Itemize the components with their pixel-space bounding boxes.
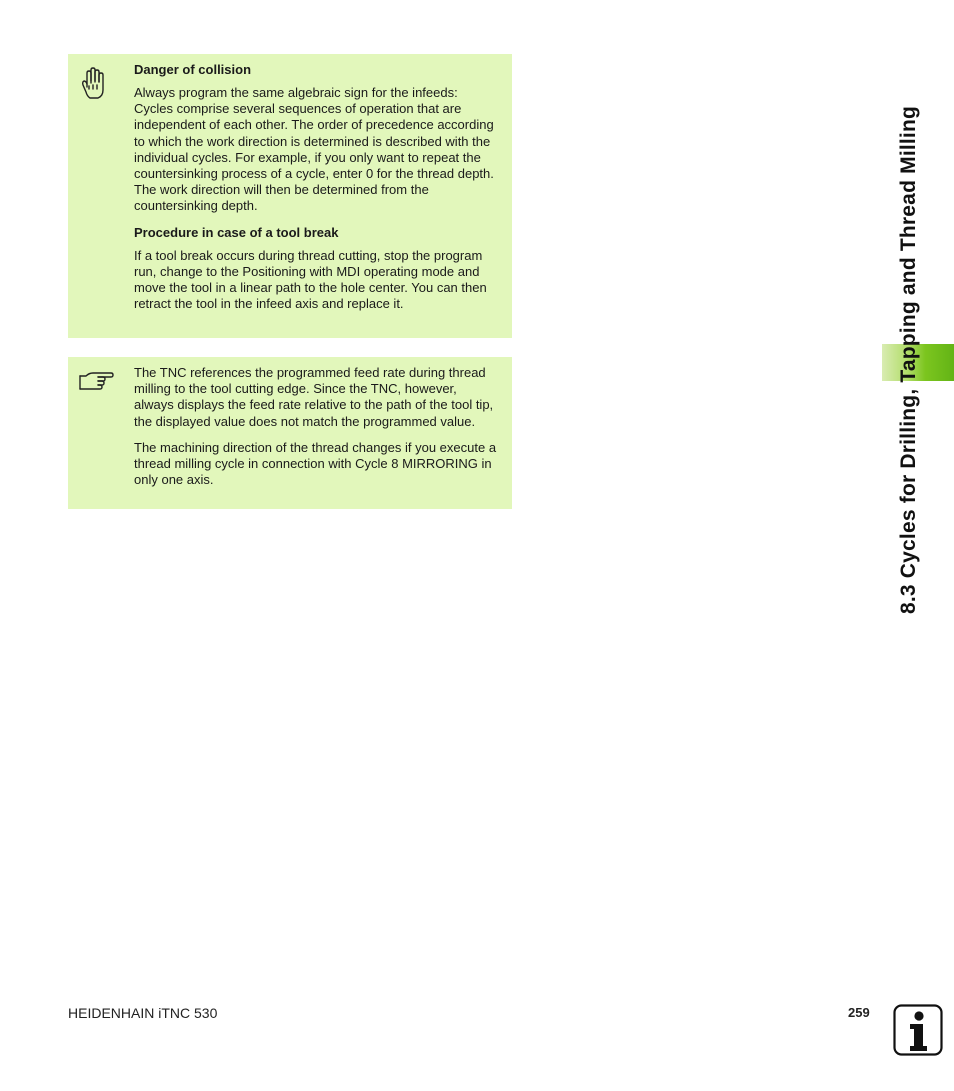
tool-break-heading: Procedure in case of a tool break	[134, 224, 339, 240]
feed-rate-note-box	[68, 357, 512, 509]
collision-warning-box	[68, 54, 512, 338]
page-number: 259	[848, 1005, 870, 1020]
feed-rate-text: The TNC references the programmed feed rate during thread milling to the tool cutting edge. Since the TNC, however, always displays the feed rate relative to the path of the tool tip, the displayed value does not match the programmed value.	[134, 365, 494, 429]
footer-product: HEIDENHAIN iTNC 530	[68, 1005, 218, 1021]
chapter-side-title: 8.3 Cycles for Drilling, Tapping and Thread Milling	[897, 105, 920, 615]
tool-break-text: If a tool break occurs during thread cutting, stop the program run, change to the Positioning with MDI operating mode and move the tool in a linear path to the hole center. You can then retract the tool in the infeed axis and replace it.	[134, 247, 487, 312]
warning-hand-icon	[76, 63, 116, 103]
collision-heading: Danger of collision	[134, 62, 252, 77]
collision-text: Always program the same algebraic sign for the infeeds: Cycles comprise several sequences of operation that are independent of each other. The order of precedence according to which the work direction is determined is described with the individual cycles. For example, if you only want to repeat the countersinking process of a cycle, enter 0 for the thread depth. The work direction will then be determined from the countersinking depth.	[134, 85, 494, 214]
info-icon	[893, 1004, 943, 1056]
pointing-hand-icon	[76, 362, 116, 402]
mirroring-text: The machining direction of the thread changes if you execute a thread milling cycle in connection with Cycle 8 MIRRORING in only one axis.	[134, 439, 497, 488]
